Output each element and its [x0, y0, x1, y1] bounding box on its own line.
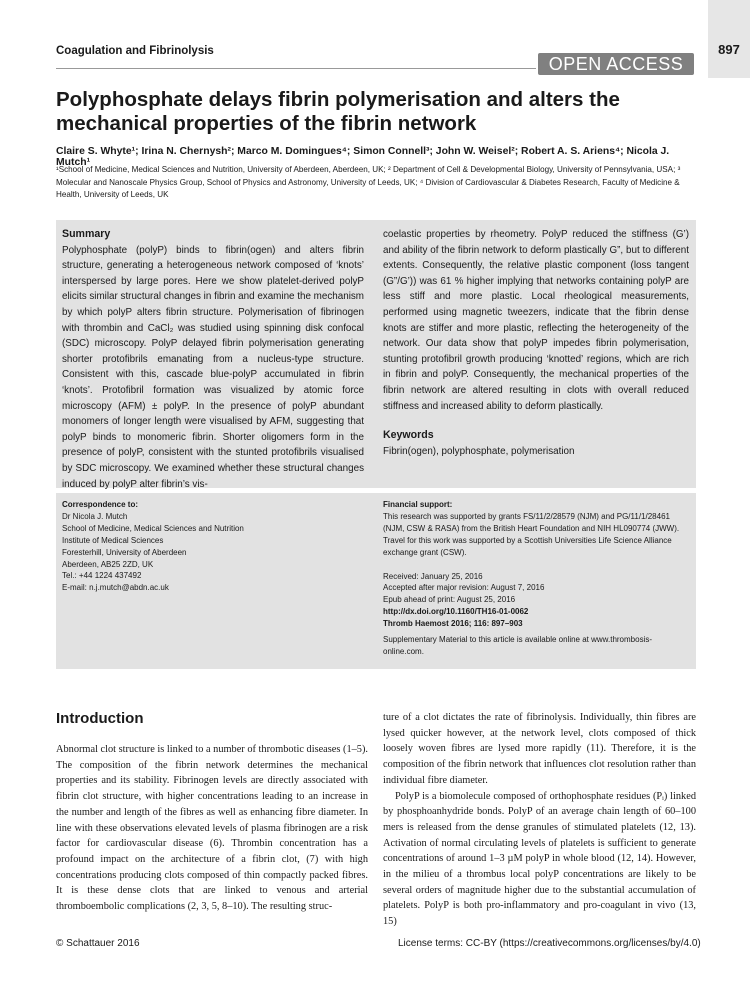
summary-left-column [62, 227, 364, 492]
correspondence-line: Institute of Medical Sciences [62, 535, 164, 545]
license-link[interactable]: License terms: CC-BY (https://creativecommons.org/licenses/by/4.0) [398, 938, 701, 949]
header-rule [56, 68, 536, 69]
accepted-date: Accepted after major revision: August 7, 2016 [383, 583, 545, 593]
introduction-left-column [56, 742, 368, 915]
supplementary-note: Supplementary Material to this article is available online at www.thrombosis-online.com. [383, 635, 653, 656]
summary-text-left: Polyphosphate (polyP) binds to fibrin(ogen) and alters fibrin structure, generating a heterogeneous network composed of ‘knots’ interspersed by large pores. Here we show platelet-derived polyP elicits similar structural changes in fibrin and examine the mechanism by which polyP alters fibrin structure. Polymerisation of fibrinogen with thrombin and CaCl₂ was studied using spinning disk confocal (SDC) microscopy. PolyP delayed fibrin polymerisation generating shorter protofibrils emanating from a nucleus-type structure. Consistent with this, cascade blue-polyP accumulated in fibrin ‘knots’. Protofibril formation was visualized by atomic force microscopy (AFM) ± polyP. In the presence of polyP abundant monomers of longer length were visualised by AFM, suggesting that polyP binds to monomeric fibrin. Shorter oligomers form in the presence of polyP, consistent with the stunted protofibrils visualised by SDC microscopy. We examined whether these structural changes induced by polyP alter fibrin’s vis- [62, 244, 365, 490]
summary-text-right: coelastic properties by rheometry. PolyP reduced the stiffness (G’) and ability of the fibrin network to deform plastically G”, but to different extents. Consequently, the relative plastic component (loss tangent (G”/G’)) was 61 % higher implying that networks containing polyP are less stiff and more plastic. Local rheological measurements, performed using magnetic tweezers, indicate that the fibrin dense knots are stiffer and more plastic, reflecting the heterogeneity of the network. Our data show that polyP impedes fibrin polymerisation, stunting protofibril growth producing ‘knotted’ regions, which are rich in fibrin and polyP. Consequently, the mechanical properties of the fibrin network are altered resulting in clots with overall reduced stiffness and increased ability to deform plastically. [383, 229, 689, 412]
affiliations: ¹School of Medicine, Medical Sciences and Nutrition, University of Aberdeen, Aberdeen, UK; ² Department of Cell & Developmental Biology, University of Pennsylvania, USA; ³ Molecular and Nanoscale Physics Group, School of Physics and Astronomy, University of Leeds, UK; ⁴ Division of Cardiovascular & Diabetes Research, Faculty of Medicine & Health, University of Leeds, UK [56, 165, 681, 200]
page-number: 897 [718, 42, 740, 57]
summary-heading: Summary [62, 228, 111, 240]
introduction-paragraph: PolyP is a biomolecule composed of orthophosphate residues (Pᵢ) linked by phosphoanhydride bonds. PolyP of an average chain length of 60–100 mers is released from the dense granules of stimulated platelets (12, 13). Activation of normal circulating levels of platelets is sufficient to generate concentrations of around 1–3 µM polyP in whole blood (12, 14). However, in the milieu of a thrombus local polyP concentrations are likely to be several orders of magnitude higher due to the substantial accumulation of platelets. PolyP is both pro-inflammatory and pro-coagulant in vivo (13, 15) [383, 790, 696, 928]
open-access-badge: OPEN ACCESS [538, 53, 694, 75]
introduction-right-column [383, 710, 696, 930]
epub-date: Epub ahead of print: August 25, 2016 [383, 595, 516, 605]
correspondence-line: Foresterhill, University of Aberdeen [62, 547, 187, 557]
doi-link[interactable]: http://dx.doi.org/10.1160/TH16-01-0062 [383, 607, 529, 617]
correspondence-block [62, 499, 362, 594]
received-date: Received: January 25, 2016 [383, 571, 483, 581]
page-number-tab [708, 0, 750, 78]
section-label: Coagulation and Fibrinolysis [56, 45, 214, 57]
introduction-paragraph: Abnormal clot structure is linked to a number of thrombotic diseases (1–5). The composition of the fibrin network determines the mechanical properties and its stability. Fibrinogen levels are directly associated with fibrin clot structure, with higher concentrations leading to an increase in the number and length of the fibres as well as enhancing fibre diameter. In line with these observations elevated levels of plasma fibrinogen are a risk factor for cardiovascular disease (6). Thrombin concentration has a profound impact on the architecture of a fibrin clot, (7) with high concentrations producing clots composed of thin compactly packed fibres. It is these dense clots that are linked to venous and arterial thromboembolic complications (2, 3, 5, 8–10). The resulting struc- [56, 744, 368, 913]
keywords-heading: Keywords [383, 429, 434, 442]
keywords-text: Fibrin(ogen), polyphosphate, polymerisation [383, 445, 575, 457]
summary-right-column [383, 227, 689, 459]
correspondence-line: School of Medicine, Medical Sciences and Nutrition [62, 523, 244, 533]
correspondence-email[interactable]: E-mail: n.j.mutch@abdn.ac.uk [62, 583, 169, 593]
financial-text: This research was supported by grants FS/11/2/28579 (NJM) and PG/11/1/28461 (NJM, CSW & RASA) from the British Heart Foundation and NIH HL090774 (JWW). Travel for this work was supported by a Scottish Universities Life Science Alliance exchange grant (CSW). [383, 511, 680, 557]
introduction-paragraph: ture of a clot dictates the rate of fibrinolysis. Individually, thin fibres are lysed quicker however, at the network level, clots composed of thick loosely woven fibres are lysed more rapidly (11). Therefore, it is the composition of the fibrin network that influences clot resolution rather than individual fibre diameter. [383, 712, 696, 786]
correspondence-line: Tel.: +44 1224 437492 [62, 571, 142, 581]
correspondence-line: Aberdeen, AB25 2ZD, UK [62, 559, 154, 569]
financial-block [383, 499, 689, 658]
copyright: © Schattauer 2016 [56, 938, 140, 949]
correspondence-line: Dr Nicola J. Mutch [62, 511, 128, 521]
article-title: Polyphosphate delays fibrin polymerisation and alters the mechanical properties of the fibrin network [56, 88, 620, 135]
journal-citation: Thromb Haemost 2016; 116: 897–903 [383, 619, 523, 629]
introduction-heading: Introduction [56, 710, 144, 727]
author-list: Claire S. Whyte¹; Irina N. Chernysh²; Marco M. Domingues⁴; Simon Connell³; John W. Weisel²; Robert A. S. Ariens⁴; Nicola J. Mutch¹ [56, 146, 670, 168]
financial-heading: Financial support: [383, 500, 453, 509]
correspondence-heading: Correspondence to: [62, 500, 139, 509]
